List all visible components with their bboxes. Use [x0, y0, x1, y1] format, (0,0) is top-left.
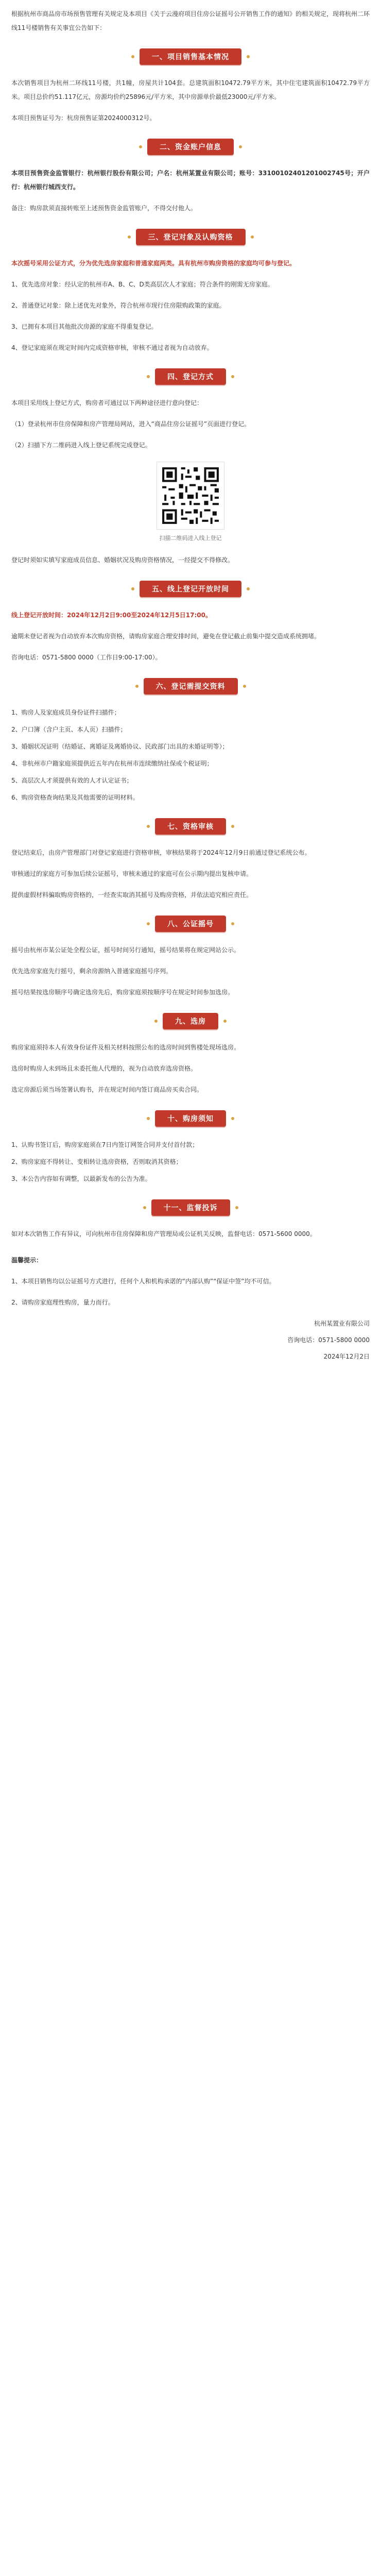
section-title-4: [11, 368, 370, 385]
signature-org: 杭州某置业有限公司: [314, 1320, 370, 1327]
section-paragraph: 摇号结果按选房顺序号确定选房先后，购房家庭须按顺序号在规定时间参加选房。: [11, 989, 234, 996]
title-dot-icon: [128, 235, 131, 239]
section-paragraph: 4、登记家庭须在规定时间内完成资格审核，审核不通过者视为自动放弃。: [11, 344, 213, 351]
signature-phone: 咨询电话：0571-5800 0000: [287, 1336, 370, 1344]
section-pill: 九、选房: [163, 1013, 218, 1029]
title-dot-icon: [147, 922, 150, 925]
section-pill: 五、线上登记开放时间: [140, 581, 241, 597]
title-dot-icon: [231, 922, 234, 925]
section-pill: 八、公证摇号: [155, 916, 226, 932]
section-title-8: [11, 916, 370, 932]
title-dot-icon: [131, 587, 134, 590]
section-title-2: [11, 139, 370, 155]
section-pill: 三、登记对象及认购资格: [136, 229, 246, 245]
title-dot-icon: [223, 1020, 227, 1023]
section-title-1: [11, 48, 370, 65]
title-dot-icon: [147, 375, 150, 378]
notes-item: 2、请购房家庭理性购房，量力而行。: [11, 1299, 114, 1306]
section-paragraph: 2、普通登记对象：除上述优先对象外，符合杭州市现行住房限购政策的家庭。: [11, 302, 226, 309]
section-paragraph: 登记结束后，由房产管理部门对登记家庭进行资格审核，审核结果将于2024年12月9日前通过登记系统公布。: [11, 849, 311, 856]
section-paragraph: 咨询电话：0571-5800 0000（工作日9:00-17:00）。: [11, 654, 162, 661]
signature-block: [11, 1317, 370, 1363]
list-item: 1、购房人及家庭成员身份证件扫描件；: [11, 709, 120, 716]
title-dot-icon: [147, 1117, 150, 1120]
section-paragraph: 本项目采用线上登记方式，购房者可通过以下两种途径进行意向登记：: [11, 399, 203, 406]
section-title-11: [11, 1199, 370, 1216]
section-pill: 四、登记方式: [155, 368, 226, 385]
section-paragraph: 优先选房家庭先行摇号，剩余房源纳入普通家庭摇号序列。: [11, 968, 172, 975]
intro-paragraph: 根据杭州市商品房市场预售管理有关规定及本项目《关于云漫府项目住房公证摇号公开销售工作的通知》的相关规定，现将杭州二环线11号楼销售有关事宜公告如下：: [11, 10, 370, 31]
title-dot-icon: [235, 1206, 238, 1209]
notes-title: 温馨提示：: [11, 1257, 43, 1264]
section-pill: 十一、监督投诉: [151, 1199, 230, 1216]
section-title-3: [11, 229, 370, 245]
section-paragraph: 选房时购房人未到场且未委托他人代理的，视为自动放弃选房资格。: [11, 1065, 197, 1072]
list-item: 5、高层次人才须提供有效的人才认定证书；: [11, 777, 133, 784]
section-pill: 七、资格审核: [155, 818, 226, 835]
section-paragraph: 摇号由杭州市某公证处全程公证，摇号时间另行通知，摇号结果将在规定网站公示。: [11, 946, 240, 954]
section-title-10: [11, 1110, 370, 1127]
section-pill: 六、登记需提交资料: [144, 678, 238, 694]
section-paragraph: （1）登录杭州市住房保障和房产管理局网站，进入“商品住房公证摇号”页面进行登记。: [11, 420, 251, 428]
list-item: 6、购房资格查询结果及其他需要的证明材料。: [11, 794, 139, 801]
title-dot-icon: [231, 1117, 234, 1120]
list-item: 1、认购书签订后，购房家庭须在7日内签订网签合同并支付首付款；: [11, 1141, 199, 1148]
title-dot-icon: [239, 145, 242, 148]
title-dot-icon: [247, 587, 250, 590]
section-paragraph: 3、已拥有本项目其他批次房源的家庭不得重复登记。: [11, 323, 158, 330]
signature-date: 2024年12月2日: [323, 1353, 370, 1360]
qr-caption: 扫描二维码进入线上登记: [159, 535, 222, 541]
section-pill: 二、资金账户信息: [147, 139, 234, 155]
section-paragraph: 选定房源后须当场签署认购书，并在规定时间内签订商品房买卖合同。: [11, 1086, 203, 1093]
qr-code-block: [11, 462, 370, 542]
title-dot-icon: [135, 685, 138, 688]
title-dot-icon: [139, 145, 142, 148]
section-paragraph: 登记时须如实填写家庭成员信息、婚姻状况及购房资格情况，一经提交不得修改。: [11, 556, 234, 564]
list-item: 3、婚姻状况证明（结婚证、离婚证及离婚协议、民政部门出具的未婚证明等）；: [11, 743, 229, 750]
title-dot-icon: [231, 375, 234, 378]
list-item: 2、户口簿（含户主页、本人页）扫描件；: [11, 726, 127, 733]
section-paragraph: 提供虚假材料骗取购房资格的，一经查实取消其摇号及购房资格，并依法追究相应责任。: [11, 891, 253, 899]
title-dot-icon: [147, 825, 150, 828]
title-dot-icon: [251, 235, 254, 239]
list-item: 3、本公告内容如有调整，以最新发布的公告为准。: [11, 1175, 151, 1182]
title-dot-icon: [247, 55, 250, 58]
list-item: 4、非杭州市户籍家庭须提供近五年内在杭州市连续缴纳社保或个税证明；: [11, 760, 213, 767]
section-paragraph: 本项目预售资金监管银行：杭州银行股份有限公司；户名：杭州某置业有限公司；账号：33100102401201002745号；开户行：杭州银行城西支行。: [11, 170, 370, 191]
section-paragraph: 线上登记开放时间：2024年12月2日9:00至2024年12月5日17:00。: [11, 612, 212, 619]
section-paragraph: 本项目预售证号为：杭房预售证第2024000312号。: [11, 114, 156, 122]
title-dot-icon: [131, 55, 134, 58]
section-paragraph: 购房家庭须持本人有效身份证件及相关材料按照公布的选房时间到售楼处现场选房。: [11, 1044, 240, 1051]
section-pill: 一、项目销售基本情况: [140, 48, 241, 65]
section-title-5: [11, 581, 370, 597]
section-title-7: [11, 818, 370, 835]
notes-item: 1、本项目销售均以公证摇号方式进行，任何个人和机构承诺的“内部认购”“保证中签”均不可信。: [11, 1278, 275, 1285]
section-paragraph: 如对本次销售工作有异议，可向杭州市住房保障和房产管理局或公证机关反映，监督电话：0571-5600 0000。: [11, 1230, 316, 1238]
title-dot-icon: [154, 1020, 158, 1023]
section-paragraph: 备注：购房款须直接转账至上述预售资金监管账户，不得交付他人。: [11, 205, 197, 212]
section-paragraph: 本次销售项目为杭州二环线11号楼，共1幢，房屋共计104套。总建筑面积10472.79平方米，其中住宅建筑面积10472.79平方米。项目总价约51.117亿元，房源均价约25896元/平方米，其中房源单价最低23000元/平方米。: [11, 79, 370, 100]
section-paragraph: 本次摇号采用公证方式，分为优先选房家庭和普通家庭两类。具有杭州市购房资格的家庭均可参与登记。: [11, 260, 296, 267]
title-dot-icon: [231, 825, 234, 828]
section-paragraph: 逾期未登记者视为自动放弃本次购房资格，请购房家庭合理安排时间，避免在登记截止前集中提交造成系统拥堵。: [11, 633, 321, 640]
qr-code-icon[interactable]: [157, 462, 224, 530]
title-dot-icon: [243, 685, 246, 688]
section-pill: 十、购房须知: [155, 1110, 226, 1127]
section-title-6: [11, 678, 370, 694]
section-paragraph: 1、优先选房对象：经认定的杭州市A、B、C、D类高层次人才家庭；符合条件的刚需无房家庭。: [11, 281, 274, 288]
list-item: 2、购房家庭不得转让、变相转让选房资格，否则取消其资格；: [11, 1158, 182, 1165]
title-dot-icon: [143, 1206, 146, 1209]
section-paragraph: 审核通过的家庭方可参加后续公证摇号，审核未通过的家庭可在公示期内提出复核申请。: [11, 870, 253, 877]
section-paragraph: （2）扫描下方二维码进入线上登记系统完成登记。: [11, 442, 151, 449]
section-title-9: [11, 1013, 370, 1029]
